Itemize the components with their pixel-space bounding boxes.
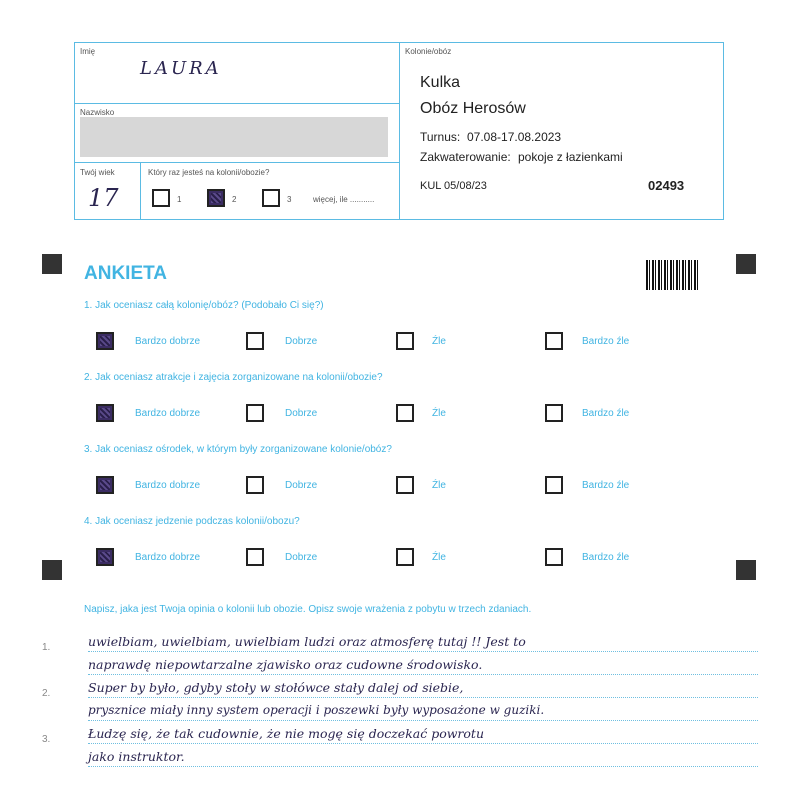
- times-option-2: 2: [232, 195, 237, 204]
- first-name-value: LAURA: [140, 58, 222, 79]
- q2-label-dobrze: Dobrze: [285, 408, 318, 419]
- camp-name: Kulka: [420, 74, 461, 91]
- q2-option-dobrze[interactable]: [246, 404, 264, 422]
- q1-label-dobrze: Dobrze: [285, 336, 318, 347]
- form-number: 02493: [648, 178, 685, 193]
- header-divider-age: [140, 162, 141, 220]
- corner-marker-bottom-right: [736, 560, 756, 580]
- question-3: 3. Jak oceniasz ośrodek, w którym były zorganizowane kolonie/obóz?: [84, 444, 392, 455]
- q3-label-dobrze: Dobrze: [285, 480, 318, 491]
- turnus-value: 07.08-17.08.2023: [467, 130, 562, 144]
- q3-option-bardzo-dobrze[interactable]: [96, 476, 114, 494]
- times-checkbox-1[interactable]: [152, 189, 170, 207]
- times-checkbox-2[interactable]: [207, 189, 225, 207]
- opinion-number-2: 2.: [42, 688, 51, 699]
- opinion-line-5: [88, 743, 758, 744]
- barcode: [646, 260, 700, 290]
- camp-subtitle: Obóz Herosów: [420, 100, 526, 117]
- q3-label-zle: Źle: [432, 480, 446, 491]
- camp-label: Kolonie/obóz: [405, 47, 452, 56]
- q4-option-bardzo-zle[interactable]: [545, 548, 563, 566]
- times-option-more: więcej, ile ...........: [313, 195, 375, 204]
- times-option-3: 3: [287, 195, 292, 204]
- q3-label-bardzo-dobrze: Bardzo dobrze: [135, 480, 201, 491]
- q2-option-bardzo-dobrze[interactable]: [96, 404, 114, 422]
- q3-label-bardzo-zle: Bardzo źle: [582, 480, 630, 491]
- opinion-line-2: [88, 674, 758, 675]
- opinion-line-6: [88, 766, 758, 767]
- q3-option-dobrze[interactable]: [246, 476, 264, 494]
- header-divider-2: [74, 162, 400, 163]
- last-name-label: Nazwisko: [80, 108, 115, 117]
- age-label: Twój wiek: [80, 168, 115, 177]
- first-name-label: Imię: [80, 47, 96, 56]
- q4-option-bardzo-dobrze[interactable]: [96, 548, 114, 566]
- opinion-text-line-6: jako instruktor.: [88, 749, 185, 764]
- age-value: 17: [88, 184, 119, 212]
- q2-option-zle[interactable]: [396, 404, 414, 422]
- opinion-text-line-1: uwielbiam, uwielbiam, uwielbiam ludzi oraz atmosferę tutaj !! Jest to: [88, 634, 526, 649]
- q4-label-bardzo-zle: Bardzo źle: [582, 552, 630, 563]
- opinion-number-1: 1.: [42, 642, 51, 653]
- question-2: 2. Jak oceniasz atrakcje i zajęcia zorganizowane na kolonii/obozie?: [84, 372, 383, 383]
- opinion-text-line-4: prysznice miały inny system operacji i poszewki były wyposażone w guziki.: [88, 703, 545, 717]
- opinion-number-3: 3.: [42, 734, 51, 745]
- turnus-label: Turnus:: [420, 130, 461, 144]
- accommodation-value: pokoje z łazienkami: [518, 150, 623, 164]
- opinion-prompt: Napisz, jaka jest Twoja opinia o kolonii lub obozie. Opisz swoje wrażenia z pobytu w trzech zdaniach.: [84, 604, 532, 615]
- opinion-text-line-3: Super by było, gdyby stoły w stołówce stały dalej od siebie,: [88, 680, 464, 695]
- q4-option-zle[interactable]: [396, 548, 414, 566]
- times-checkbox-3[interactable]: [262, 189, 280, 207]
- times-option-1: 1: [177, 195, 182, 204]
- header-divider-1: [74, 103, 400, 104]
- corner-marker-bottom-left: [42, 560, 62, 580]
- q1-option-bardzo-dobrze[interactable]: [96, 332, 114, 350]
- q1-option-zle[interactable]: [396, 332, 414, 350]
- corner-marker-top-right: [736, 254, 756, 274]
- question-1: 1. Jak oceniasz całą kolonię/obóz? (Podobało Ci się?): [84, 300, 324, 311]
- q2-label-bardzo-zle: Bardzo źle: [582, 408, 630, 419]
- q4-label-zle: Źle: [432, 552, 446, 563]
- q4-option-dobrze[interactable]: [246, 548, 264, 566]
- opinion-line-3: [88, 697, 758, 698]
- last-name-redacted: [80, 117, 388, 157]
- q4-label-dobrze: Dobrze: [285, 552, 318, 563]
- q4-label-bardzo-dobrze: Bardzo dobrze: [135, 552, 201, 563]
- q3-option-zle[interactable]: [396, 476, 414, 494]
- accommodation-label: Zakwaterowanie:: [420, 150, 511, 164]
- camp-code: KUL 05/08/23: [420, 180, 487, 192]
- opinion-text-line-5: Łudzę się, że tak cudownie, że nie mogę się doczekać powrotu: [88, 726, 485, 741]
- q2-label-zle: Źle: [432, 408, 446, 419]
- q2-option-bardzo-zle[interactable]: [545, 404, 563, 422]
- opinion-line-1: [88, 651, 758, 652]
- survey-title: ANKIETA: [84, 263, 168, 284]
- corner-marker-top-left: [42, 254, 62, 274]
- q1-label-bardzo-dobrze: Bardzo dobrze: [135, 336, 201, 347]
- q1-option-bardzo-zle[interactable]: [545, 332, 563, 350]
- q2-label-bardzo-dobrze: Bardzo dobrze: [135, 408, 201, 419]
- header-divider-vertical: [399, 42, 400, 220]
- q1-option-dobrze[interactable]: [246, 332, 264, 350]
- q3-option-bardzo-zle[interactable]: [545, 476, 563, 494]
- q1-label-zle: Źle: [432, 336, 446, 347]
- question-4: 4. Jak oceniasz jedzenie podczas kolonii/obozu?: [84, 516, 300, 527]
- opinion-text-line-2: naprawdę niepowtarzalne zjawisko oraz cudowne środowisko.: [88, 657, 483, 672]
- times-label: Który raz jesteś na kolonii/obozie?: [148, 168, 270, 177]
- q1-label-bardzo-zle: Bardzo źle: [582, 336, 630, 347]
- opinion-line-4: [88, 720, 758, 721]
